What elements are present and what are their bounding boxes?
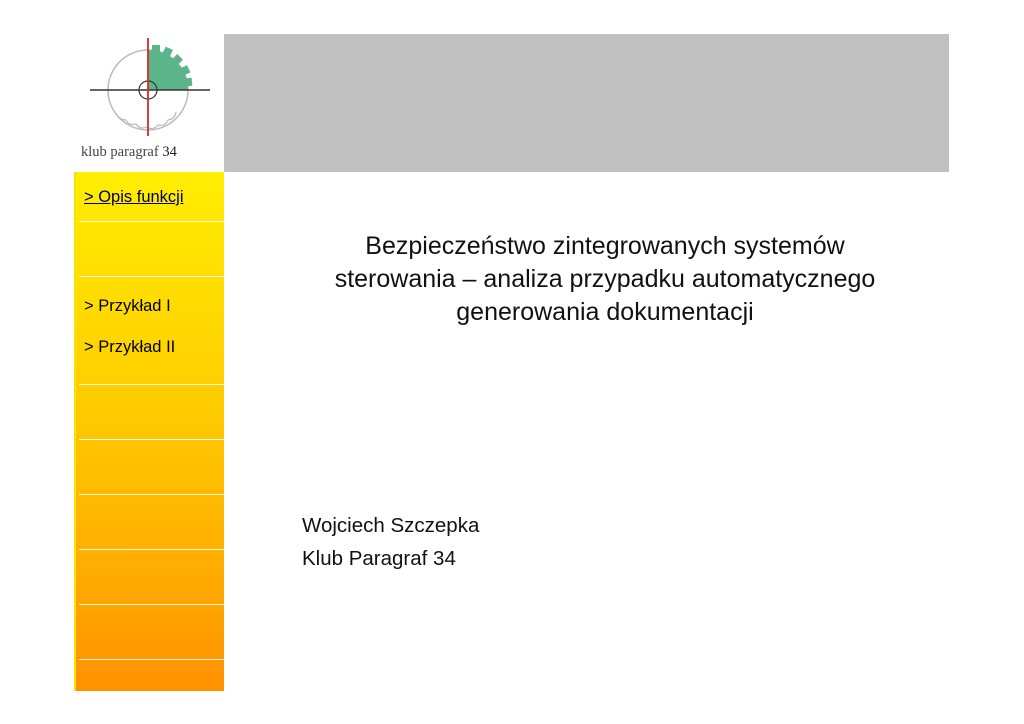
header-bar — [224, 34, 949, 172]
title-line-2: sterowania – analiza przypadku automatycznego — [334, 265, 876, 293]
sidebar-item-opis-funkcji[interactable]: > Opis funkcji — [84, 188, 184, 206]
sidebar-divider — [79, 494, 224, 495]
author-organization: Klub Paragraf 34 — [302, 547, 456, 570]
club-logo — [76, 34, 224, 172]
sidebar-divider — [79, 439, 224, 440]
sidebar-item-przyklad-1[interactable]: > Przykład I — [84, 297, 171, 315]
sidebar-divider — [79, 659, 224, 660]
title-line-3: generowania dokumentacji — [456, 298, 754, 326]
sidebar-divider — [79, 276, 224, 277]
author-block — [302, 509, 479, 575]
logo-text: klub paragraf 34 — [81, 144, 177, 160]
gear-circle-icon — [76, 34, 224, 144]
sidebar-divider — [79, 221, 224, 222]
sidebar-divider — [79, 604, 224, 605]
author-name: Wojciech Szczepka — [302, 514, 480, 537]
presentation-title — [280, 230, 930, 329]
sidebar-nav — [74, 172, 224, 691]
title-line-1: Bezpieczeństwo zintegrowanych systemów — [365, 232, 845, 260]
sidebar-divider — [79, 549, 224, 550]
sidebar-divider — [79, 384, 224, 385]
sidebar-edge — [74, 172, 76, 691]
sidebar-item-przyklad-2[interactable]: > Przykład II — [84, 338, 176, 356]
